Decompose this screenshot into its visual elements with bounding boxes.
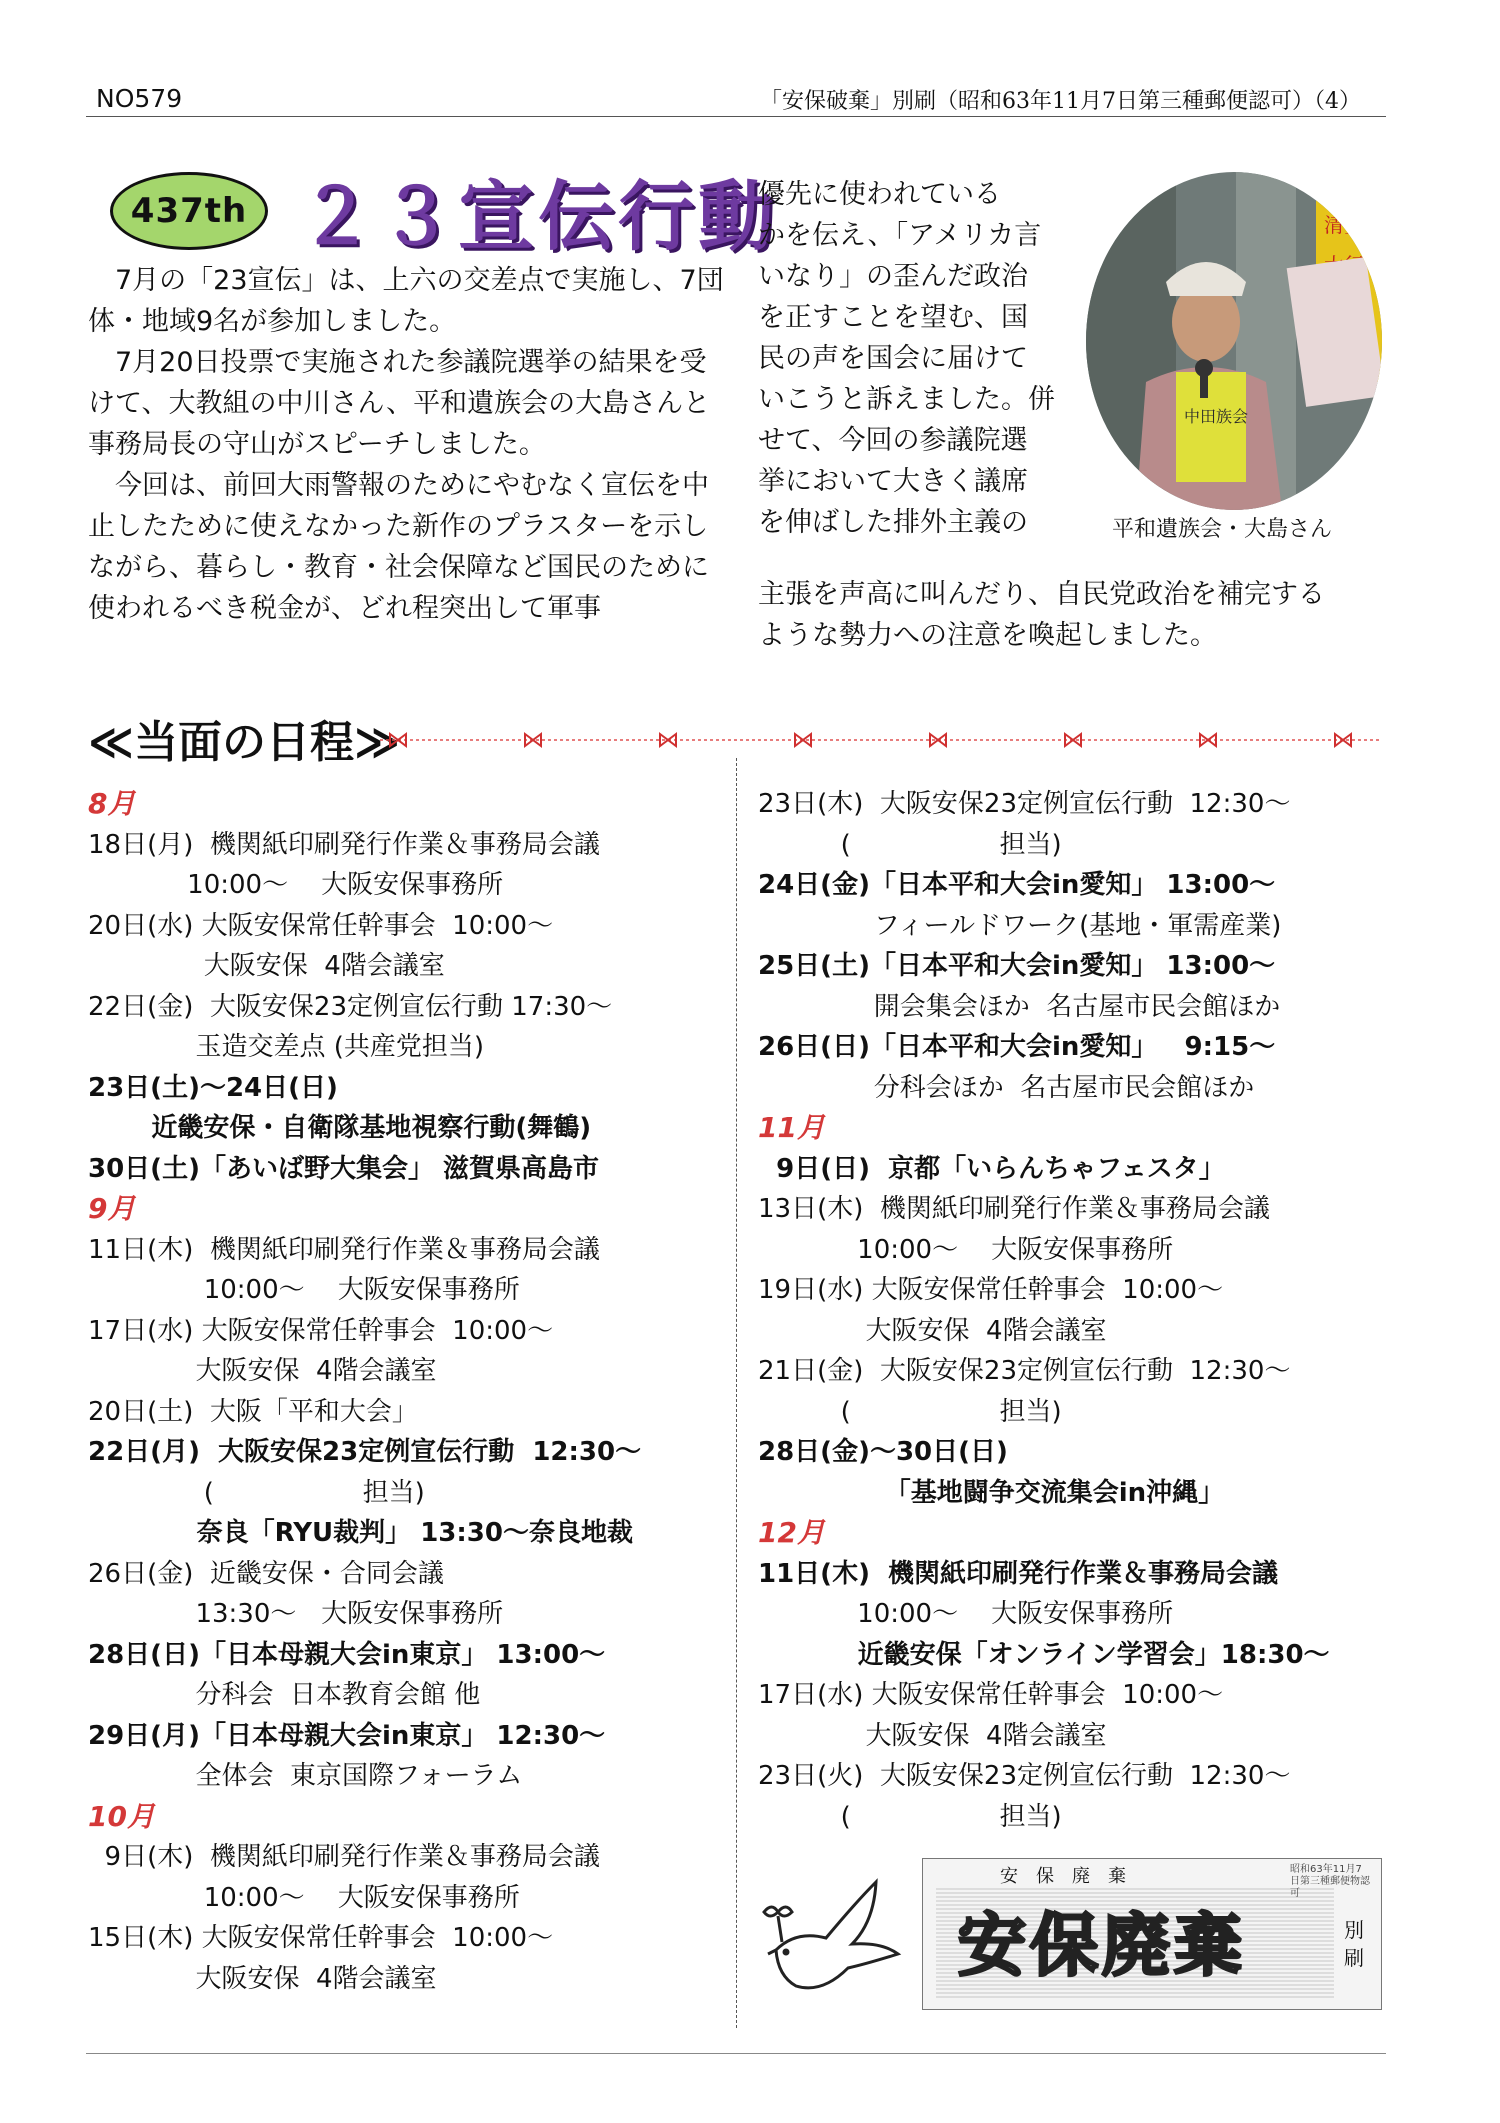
- masthead-logo: 安保廃棄: [958, 1906, 1247, 1986]
- month-heading: 8月: [88, 787, 136, 820]
- schedule-item: 22日(金) 大阪安保23定例宣伝行動 17:30～: [88, 991, 613, 1022]
- schedule-item: 21日(金) 大阪安保23定例宣伝行動 12:30～: [758, 1356, 1291, 1386]
- schedule-detail: 分科会ほか 名古屋市民会館ほか: [758, 1072, 1255, 1103]
- schedule-detail: 近畿安保・自衛隊基地視察行動(舞鶴): [88, 1113, 592, 1143]
- article-body-right-end: [758, 574, 1398, 656]
- schedule-item: 11日(木) 機関紙印刷発行作業＆事務局会議: [88, 1234, 600, 1265]
- schedule-detail: ( 担当): [758, 1801, 1062, 1832]
- schedule-item: 15日(木) 大阪安保常任幹事会 10:00～: [88, 1923, 554, 1953]
- month-heading: 9月: [88, 1192, 136, 1225]
- schedule-item: 9日(日) 京都「いらんちゃフェスタ」: [758, 1153, 1225, 1184]
- schedule-item: 23日(土)～24日(日): [88, 1072, 338, 1103]
- schedule-detail: 10:00～ 大阪安保事務所: [88, 870, 504, 900]
- text-line: いこうと訴えました。併: [758, 384, 1055, 415]
- schedule-detail: 分科会 日本教育会館 他: [88, 1680, 481, 1710]
- footer-divider: [86, 2053, 1386, 2054]
- masthead-top: 安保廃棄: [1000, 1866, 1144, 1887]
- text-line: を伸ばした排外主義の: [758, 507, 1028, 538]
- schedule-item: 26日(日)「日本平和大会in愛知」 9:15～: [758, 1032, 1276, 1062]
- text-line: を正すことを望む、国: [758, 302, 1028, 333]
- text-line: 優先に使われている: [758, 179, 1001, 210]
- schedule-item: 28日(金)～30日(日): [758, 1437, 1008, 1467]
- text-line: かを伝え、「アメリカ言: [758, 220, 1042, 251]
- schedule-item: 30日(土)「あいば野大集会」 滋賀県高島市: [88, 1153, 599, 1184]
- schedule-item: 9日(木) 機関紙印刷発行作業＆事務局会議: [88, 1842, 600, 1872]
- text-line: 挙において大きく議席: [758, 466, 1028, 497]
- paragraph: 7月の「23宣伝」は、上六の交差点で実施し、7団体・地域9名が参加しました。: [88, 265, 724, 337]
- month-heading: 10月: [88, 1799, 155, 1833]
- schedule-detail: 「基地闘争交流集会in沖縄」: [758, 1477, 1225, 1508]
- text-line: せて、今回の参議院選: [758, 425, 1028, 456]
- schedule-item: 28日(日)「日本母親大会in東京」 13:00～: [88, 1639, 606, 1670]
- article-title: ２３宣伝行動: [298, 172, 778, 261]
- schedule-right-column: [758, 784, 1398, 1837]
- schedule-item: 22日(月) 大阪安保23定例宣伝行動 12:30～: [88, 1437, 642, 1467]
- photo-caption: 平和遺族会・大島さん: [1112, 517, 1333, 542]
- schedule-item: 25日(土)「日本平和大会in愛知」 13:00～: [758, 951, 1276, 981]
- ribbon-divider: [380, 728, 1380, 752]
- schedule-detail: 10:00～ 大阪安保事務所: [88, 1882, 520, 1913]
- month-heading: 12月: [758, 1516, 825, 1549]
- text-line: いなり」の歪んだ政治: [758, 261, 1028, 292]
- schedule-detail: 近畿安保「オンライン学習会」18:30～: [758, 1639, 1330, 1670]
- issue-number: NO579: [96, 84, 183, 113]
- schedule-item: 13日(木) 機関紙印刷発行作業＆事務局会議: [758, 1194, 1270, 1224]
- publication-info: 「安保破棄」別刷（昭和63年11月7日第三種郵便認可）（4）: [760, 89, 1361, 114]
- schedule-detail: 大阪安保 4階会議室: [88, 1356, 437, 1386]
- masthead-license: 昭和63年11月7日第三種郵便物認可: [1290, 1864, 1370, 1899]
- schedule-item: 18日(月) 機関紙印刷発行作業＆事務局会議: [88, 829, 600, 860]
- schedule-detail: 10:00～ 大阪安保事務所: [758, 1599, 1174, 1629]
- schedule-detail: 10:00～ 大阪安保事務所: [758, 1234, 1174, 1265]
- schedule-left-column: [88, 784, 728, 1999]
- schedule-detail: 奈良「RYU裁判」 13:30～奈良地裁: [88, 1518, 633, 1548]
- svg-text:中田族会: 中田族会: [1184, 407, 1249, 426]
- schedule-item: 20日(土) 大阪「平和大会」: [88, 1396, 418, 1427]
- article-body-right: [758, 174, 1080, 543]
- schedule-detail: 大阪安保 4階会議室: [758, 1720, 1107, 1751]
- schedule-detail: 開会集会ほか 名古屋市民会館ほか: [758, 991, 1281, 1022]
- dove-illustration: [756, 1872, 906, 2002]
- column-divider: [736, 758, 737, 2028]
- schedule-detail: 玉造交差点 (共産党担当): [88, 1032, 484, 1062]
- month-heading: 11月: [758, 1111, 825, 1144]
- text-line: 民の声を国会に届けて: [758, 343, 1028, 374]
- schedule-item: 19日(水) 大阪安保常任幹事会 10:00～: [758, 1275, 1224, 1305]
- schedule-detail: 大阪安保 4階会議室: [88, 951, 445, 981]
- schedule-detail: ( 担当): [88, 1477, 425, 1508]
- article-body-left: [88, 260, 728, 629]
- schedule-detail: 大阪安保 4階会議室: [88, 1963, 437, 1994]
- schedule-detail: 全体会 東京国際フォーラム: [88, 1761, 523, 1791]
- paragraph: 今回は、前回大雨警報のためにやむなく宣伝を中止したために使えなかった新作のプラスターを示しながら、暮らし・教育・社会保障など国民のために使われるべき税金が、どれ程突出して軍事: [88, 470, 709, 624]
- text-line: ような勢力への注意を喚起しました。: [758, 620, 1217, 651]
- schedule-item: 11日(木) 機関紙印刷発行作業＆事務局会議: [758, 1558, 1279, 1589]
- edition-badge: 437th: [110, 172, 268, 250]
- masthead-edition: 別刷: [1344, 1918, 1364, 1970]
- paragraph: 7月20日投票で実施された参議院選挙の結果を受けて、大教組の中川さん、平和遺族会の大島さんと事務局長の守山がスピーチしました。: [88, 347, 711, 460]
- schedule-title: ≪当面の日程≫: [88, 717, 401, 768]
- svg-text:清委: 清委: [1324, 213, 1364, 237]
- schedule-item: 20日(水) 大阪安保常任幹事会 10:00～: [88, 910, 554, 941]
- header-divider: [86, 116, 1386, 117]
- schedule-item: 17日(水) 大阪安保常任幹事会 10:00～: [758, 1680, 1224, 1710]
- schedule-item: 26日(金) 近畿安保・合同会議: [88, 1558, 444, 1589]
- schedule-item: 17日(水) 大阪安保常任幹事会 10:00～: [88, 1315, 554, 1346]
- schedule-item: 24日(金)「日本平和大会in愛知」 13:00～: [758, 870, 1276, 900]
- schedule-detail: 13:30～ 大阪安保事務所: [88, 1599, 504, 1629]
- schedule-detail: 大阪安保 4階会議室: [758, 1315, 1107, 1346]
- schedule-detail: ( 担当): [758, 829, 1062, 860]
- schedule-detail: フィールドワーク(基地・軍需産業): [758, 910, 1282, 941]
- schedule-detail: 10:00～ 大阪安保事務所: [88, 1275, 520, 1305]
- speaker-photo: [1086, 172, 1382, 510]
- schedule-item: 23日(火) 大阪安保23定例宣伝行動 12:30～: [758, 1761, 1291, 1791]
- schedule-detail: ( 担当): [758, 1396, 1062, 1427]
- schedule-item: 29日(月)「日本母親大会in東京」 12:30～: [88, 1720, 606, 1751]
- text-line: 主張を声高に叫んだり、自民党政治を補完する: [758, 579, 1325, 610]
- schedule-item: 23日(木) 大阪安保23定例宣伝行動 12:30～: [758, 789, 1291, 819]
